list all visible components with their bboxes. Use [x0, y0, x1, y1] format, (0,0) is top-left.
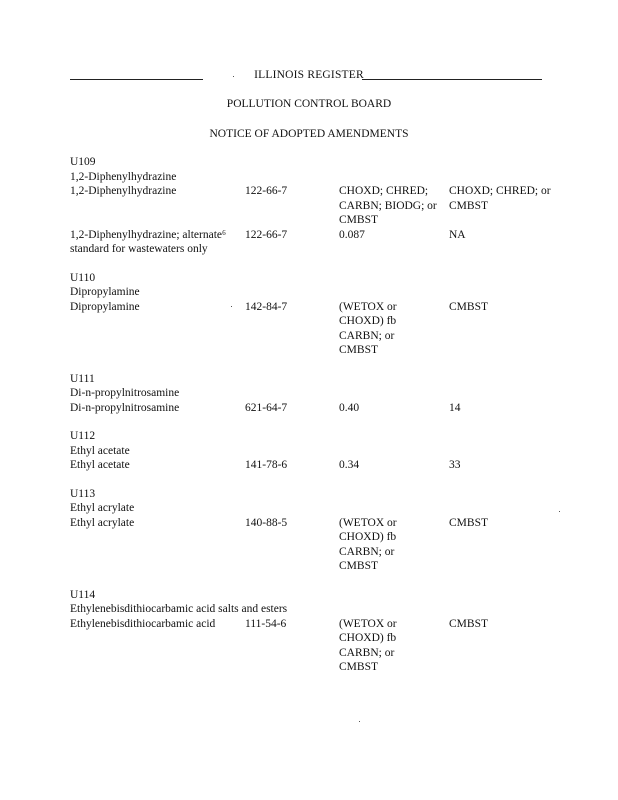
entry-heading: 1,2-Diphenylhydrazine — [70, 170, 177, 183]
wastewater-standard: 0.087 — [339, 228, 365, 241]
table-row — [70, 617, 570, 675]
board-title: POLLUTION CONTROL BOARD — [226, 98, 392, 110]
entry-u114 — [70, 588, 570, 675]
nonwastewater-standard: NA — [449, 228, 466, 241]
entry-code: U114 — [70, 588, 96, 601]
wastewater-standard: 0.34 — [339, 459, 360, 471]
wastewater-standard: (WETOX or CHOXD) fb CARBN; or CMBST — [339, 617, 397, 673]
entry-u109 — [70, 155, 570, 257]
entry-code: U110 — [70, 271, 96, 284]
entry-u111 — [70, 372, 570, 416]
entry-heading: Di-n-propylnitrosamine — [70, 387, 180, 399]
table-row — [70, 300, 570, 358]
entry-heading: Ethylenebisdithiocarbamic acid salts and esters — [70, 603, 288, 615]
cas-number: 111-54-6 — [245, 617, 287, 630]
cas-number: 142-84-7 — [245, 300, 288, 313]
constituent-name: Ethylenebisdithiocarbamic acid — [70, 617, 216, 630]
entry-u112 — [70, 429, 570, 473]
constituent-name: Ethyl acrylate — [70, 516, 135, 529]
cas-number: 122-66-7 — [245, 185, 288, 197]
table-row — [70, 228, 570, 257]
nonwastewater-standard: 33 — [449, 459, 461, 471]
constituent-name: Di-n-propylnitrosamine — [70, 401, 180, 414]
constituent-name: Ethyl acetate — [70, 459, 130, 471]
notice-title: NOTICE OF ADOPTED AMENDMENTS — [209, 128, 409, 140]
nonwastewater-standard: CMBST — [449, 516, 488, 529]
constituent-name: Dipropylamine — [70, 300, 140, 313]
cas-number: 140-88-5 — [245, 516, 288, 529]
entry-code: U111 — [70, 372, 95, 385]
wastewater-standard: (WETOX or CHOXD) fb CARBN; or CMBST — [339, 300, 397, 356]
entry-code: U112 — [70, 430, 96, 442]
nonwastewater-standard: CMBST — [449, 617, 488, 630]
register-title: ILLINOIS REGISTER — [254, 69, 364, 81]
entry-heading: Ethyl acetate — [70, 444, 130, 457]
entry-code: U113 — [70, 487, 96, 500]
cas-number: 621-64-7 — [245, 401, 288, 414]
scan-speck — [359, 721, 360, 722]
wastewater-standard: 0.40 — [339, 401, 360, 414]
table-row — [70, 458, 570, 473]
constituent-name: 1,2-Diphenylhydrazine — [70, 185, 177, 197]
wastewater-standard: CHOXD; CHRED; CARBN; BIODG; or CMBST — [339, 185, 437, 226]
scan-speck — [233, 76, 234, 77]
table-row — [70, 184, 570, 228]
waste-code-table — [70, 155, 570, 689]
cas-number: 141-78-6 — [245, 459, 288, 471]
wastewater-standard: (WETOX or CHOXD) fb CARBN; or CMBST — [339, 516, 397, 572]
nonwastewater-standard: CMBST — [449, 300, 488, 313]
entry-u113 — [70, 487, 570, 574]
table-row — [70, 516, 570, 574]
entry-heading: Ethyl acrylate — [70, 502, 135, 514]
nonwastewater-standard: 14 — [449, 401, 461, 414]
entry-u110 — [70, 271, 570, 358]
nonwastewater-standard: CHOXD; CHRED; or CMBST — [449, 185, 551, 212]
cas-number: 122-66-7 — [245, 228, 288, 241]
table-row — [70, 401, 570, 416]
entry-code: U109 — [70, 156, 96, 168]
constituent-name: 1,2-Diphenylhydrazine; alternate⁶ standard for wastewaters only — [70, 228, 227, 255]
entry-heading: Dipropylamine — [70, 286, 140, 298]
